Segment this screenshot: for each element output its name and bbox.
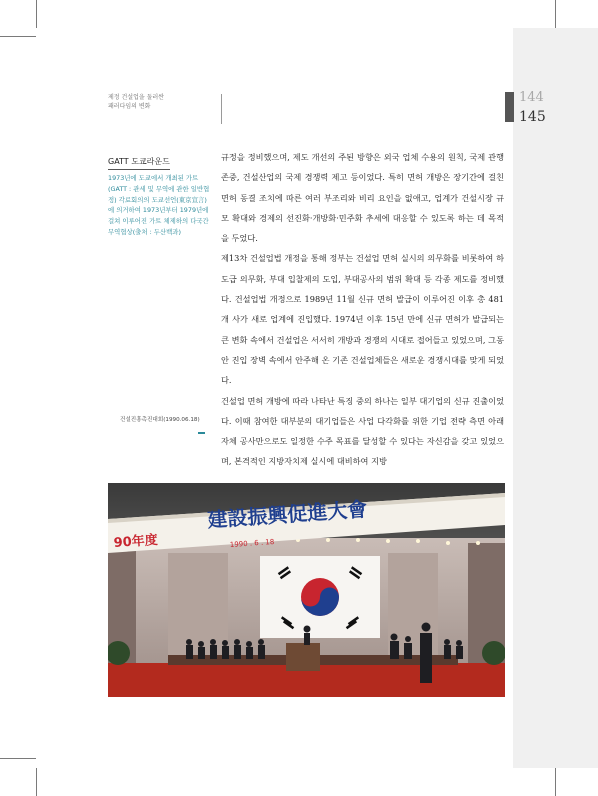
page-number-current: 145 [519,109,546,125]
banner-title-text: 建設振興促進大會 [206,496,368,532]
event-photo [108,483,505,697]
body-text [221,147,504,472]
sidebar-note-title: GATT 도쿄라운드 [108,156,170,170]
sidebar-note [108,149,212,238]
body-paragraph: 규정을 정비했으며, 제도 개선의 주된 방향은 외국 업체 수용의 원칙, 국제 관행 존중, 건설산업의 국제 경쟁력 제고 등이었다. 특히 면허 개방은 장기간에 걸친 면허 동결 조치에 따른 여러 부조리와 비리 요인을 없애고, 업계가 건설시장 규모 확대와 경제의 선진화·개방화·민주화 추세에 대응할 수 있도록 하는 데 목적을 두었다. [221,152,504,244]
caption-marker [198,432,205,434]
running-title-line2: 패러다임의 변화 [108,103,151,110]
page-number-previous: 144 [519,90,544,105]
crop-mark [555,0,556,28]
crop-mark [555,768,556,796]
body-paragraph: 제13차 건설업법 개정을 통해 정부는 건설업 면허 실시의 의무화를 비롯하여 하도급 의무화, 부대 입찰제의 도입, 부대공사의 범위 확대 등 각종 제도를 정비했다. 건설업법 개정으로 1989년 11월 신규 면허 발급이 이루어진 이후 총 481개 사가 새로 업계에 진입했다. 1974년 이후 15년 만에 신규 면허가 발급되는 큰 변화 속에서 건설업은 서서히 개방과 경쟁의 시대로 접어들고 있었으며, 그동안 진입 장벽 속에서 안주해 온 기존 건설업체들은 새로운 경쟁시대를 맞게 되었다. [221,253,504,386]
header-divider [221,94,222,124]
banner-year-text: 90年度 [113,532,159,551]
crop-mark [0,36,36,37]
photo-caption: 건설진흥촉진대회(1990.06.18) [120,417,200,423]
crop-mark [36,0,37,28]
page-margin-band [513,28,598,768]
crop-mark [0,758,36,759]
running-header [108,93,164,111]
crop-mark [36,768,37,796]
sidebar-note-body: 1973년에 도쿄에서 개최된 가트(GATT : 관세 및 무역에 관한 일반협정) 각료회의의 도쿄선언(東京宣言)에 의거하여 1973년부터 1979년에 걸쳐 이루어진 가트 체제하의 다국간무역협상(출처 : 두산백과) [108,174,210,236]
running-title-line1: 제정 건설업을 둘러싼 [108,94,164,101]
banner-date-text: 1990 . 6 . 18 [229,537,275,549]
podium [286,643,320,671]
body-paragraph: 건설업 면허 개방에 따라 나타난 특징 중의 하나는 일부 대기업의 신규 진출이었다. 이때 참여한 대부분의 대기업들은 사업 다각화를 위한 기업 전략 측면 아래 자체 공사만으로도 일정한 수주 목표를 달성할 수 있다는 자신감을 갖고 있었으며, 본격적인 지방자치제 실시에 대비하여 지방 [221,395,504,467]
page-marker [505,92,514,122]
